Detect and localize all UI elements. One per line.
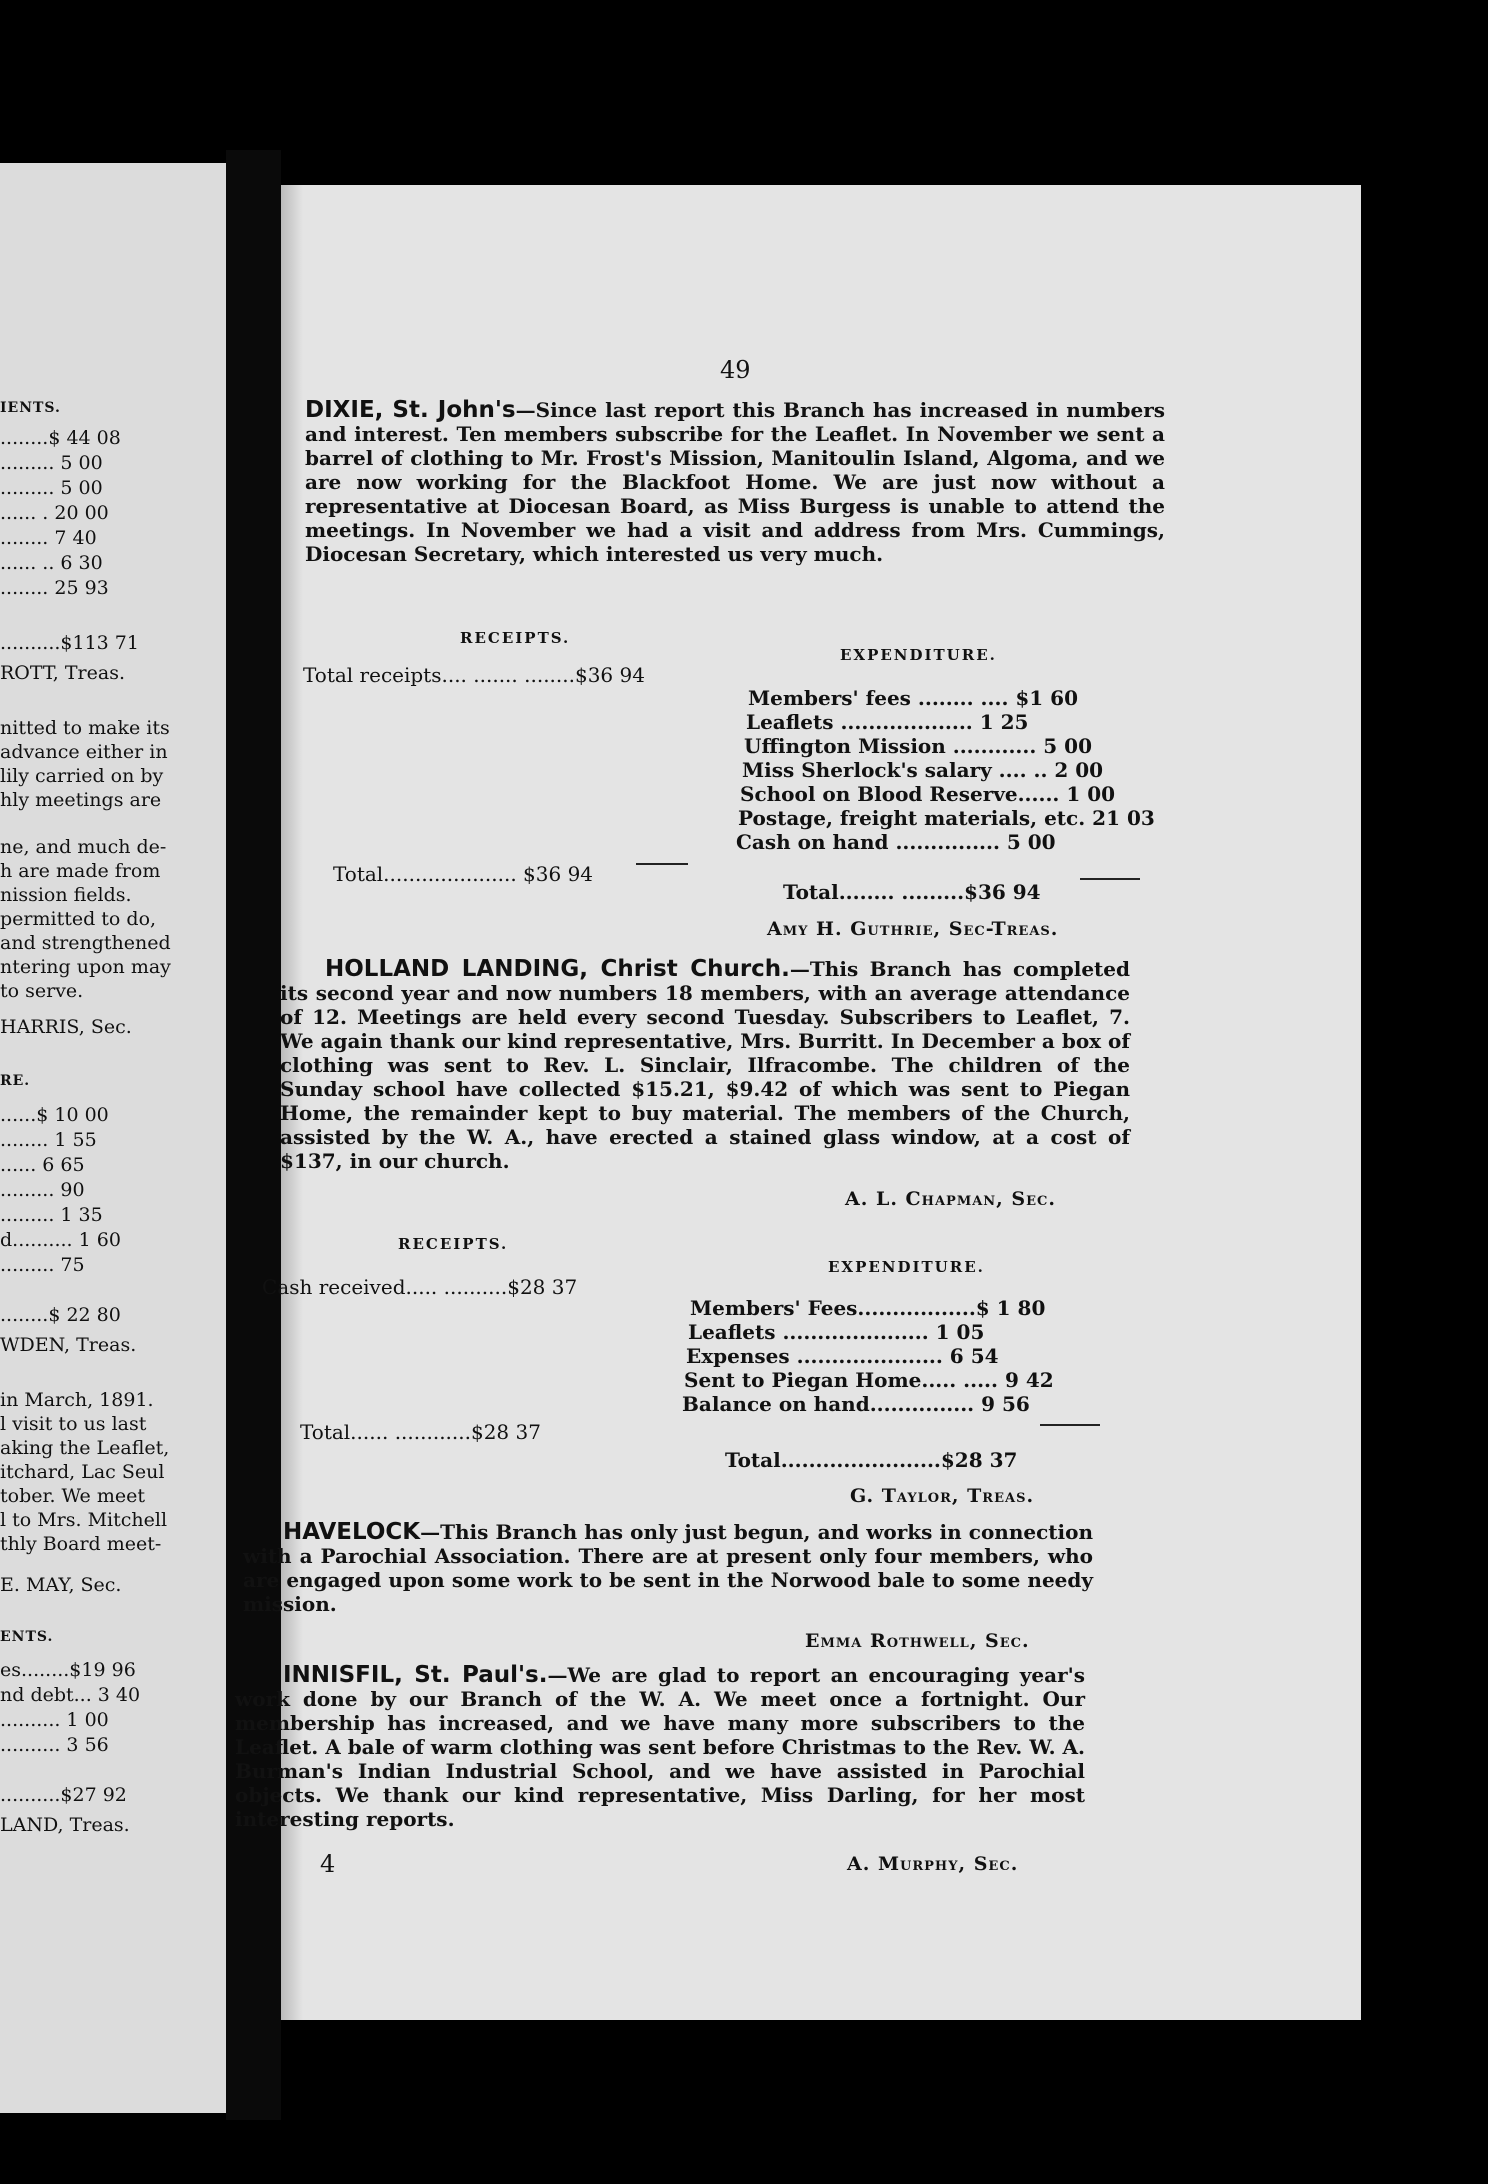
- dixie-exp-row: Miss Sherlock's salary .... .. 2 00: [742, 758, 1104, 782]
- havelock-signature: Emma Rothwell, Sec.: [805, 1630, 1030, 1652]
- left-line: ..........$27 92: [0, 1784, 127, 1806]
- left-line: ......$ 10 00: [0, 1104, 109, 1126]
- left-line: ........$ 22 80: [0, 1304, 121, 1326]
- dixie-exp-row: School on Blood Reserve...... 1 00: [740, 782, 1116, 806]
- dixie-exp-row: Leaflets ................... 1 25: [746, 710, 1029, 734]
- dixie-receipts-title: RECEIPTS.: [460, 629, 571, 647]
- havelock-text: —This Branch has only just begun, and works in connection with a Parochial Association. There are at present only four members, who are engaged upon some work to be sent in the Norwood bale to some needy mission.: [243, 1520, 1093, 1616]
- left-line: IENTS.: [0, 400, 61, 416]
- left-line: thly Board meet-: [0, 1533, 162, 1555]
- left-line: nitted to make its: [0, 717, 170, 739]
- dixie-heading: DIXIE, St. John's: [305, 397, 516, 423]
- havelock-paragraph: [243, 1520, 1093, 1616]
- left-line: ROTT, Treas.: [0, 662, 125, 684]
- left-line: ...... 6 65: [0, 1154, 85, 1176]
- holland-expenditure-title: EXPENDITURE.: [828, 1258, 985, 1276]
- left-line: l to Mrs. Mitchell: [0, 1509, 168, 1531]
- left-line: ...... .. 6 30: [0, 552, 103, 574]
- holland-receipts-title: RECEIPTS.: [398, 1235, 509, 1253]
- left-line: d.......... 1 60: [0, 1229, 121, 1251]
- left-line: advance either in: [0, 741, 168, 763]
- innisfil-signature: A. Murphy, Sec.: [847, 1853, 1019, 1875]
- left-line: ......... 90: [0, 1179, 85, 1201]
- left-line: ........$ 44 08: [0, 427, 121, 449]
- dixie-total-receipts: Total receipts.... ....... ........$36 94: [303, 663, 645, 687]
- left-line: lily carried on by: [0, 765, 164, 787]
- left-line: hly meetings are: [0, 789, 162, 811]
- left-line: ........ 7 40: [0, 527, 97, 549]
- holland-exp-row: Members' Fees.................$ 1 80: [690, 1296, 1046, 1320]
- holland-signature: A. L. Chapman, Sec.: [845, 1188, 1057, 1210]
- left-line: ......... 75: [0, 1254, 85, 1276]
- left-line: itchard, Lac Seul: [0, 1461, 165, 1483]
- left-line: nd debt... 3 40: [0, 1684, 141, 1706]
- left-line: h are made from: [0, 860, 161, 882]
- left-line: ENTS.: [0, 1629, 54, 1645]
- holland-heading: HOLLAND LANDING, Christ Church.: [325, 956, 790, 982]
- left-line: and strengthened: [0, 932, 171, 954]
- dixie-signature: Amy H. Guthrie, Sec-Treas.: [767, 918, 1059, 940]
- left-line: HARRIS, Sec.: [0, 1016, 132, 1038]
- left-line: .......... 3 56: [0, 1734, 109, 1756]
- left-line: ..........$113 71: [0, 632, 139, 654]
- left-line: LAND, Treas.: [0, 1814, 130, 1836]
- holland-exp-row: Leaflets ..................... 1 05: [688, 1320, 985, 1344]
- left-line: ......... 1 35: [0, 1204, 103, 1226]
- dixie-total-right: Total........ .........$36 94: [783, 880, 1041, 904]
- holland-exp-row: Expenses ..................... 6 54: [686, 1344, 999, 1368]
- innisfil-paragraph: [235, 1663, 1085, 1831]
- holland-treasurer-signature: G. Taylor, Treas.: [850, 1485, 1035, 1507]
- dixie-text: —Since last report this Branch has increased in numbers and interest. Ten members subscribe for the Leaflet. In November we sent a barrel of clothing to Mr. Frost's Mission, Manitoulin Island, Algoma, and we are now working for the Blackfoot Home. We are just now without a representative at Diocesan Board, as Miss Burgess is unable to attend the meetings. In November we had a visit and address from Mrs. Cummings, Diocesan Secretary, which interested us very much.: [305, 398, 1165, 566]
- left-line: ...... . 20 00: [0, 502, 109, 524]
- page-number: 49: [720, 356, 751, 384]
- holland-cash-received: Cash received..... ..........$28 37: [262, 1275, 578, 1299]
- holland-text: —This Branch has completed its second year and now numbers 18 members, with an average attendance of 12. Meetings are held every second Tuesday. Subscribers to Leaflet, 7. We again thank our kind representative, Mrs. Burritt. In December a box of clothing was sent to Rev. L. Sinclair, Ilfracombe. The children of the Sunday school have collected $15.21, $9.42 of which was sent to Piegan Home, the remainder kept to buy material. The members of the Church, assisted by the W. A., have erected a stained glass window, at a cost of $137, in our church.: [280, 957, 1130, 1173]
- left-line: aking the Leaflet,: [0, 1437, 170, 1459]
- left-line: tober. We meet: [0, 1485, 145, 1507]
- dixie-exp-row: Postage, freight materials, etc. 21 03: [738, 806, 1155, 830]
- left-line: ne, and much de-: [0, 836, 167, 858]
- dixie-exp-row: Cash on hand ............... 5 00: [736, 830, 1056, 854]
- holland-total-right: Total.......................$28 37: [725, 1448, 1018, 1472]
- holland-right-rule: [1040, 1424, 1100, 1426]
- left-line: E. MAY, Sec.: [0, 1574, 122, 1596]
- holland-paragraph: [280, 957, 1130, 1173]
- left-line: .......... 1 00: [0, 1709, 109, 1731]
- left-line: in March, 1891.: [0, 1389, 154, 1411]
- left-page-fragment: [0, 163, 226, 2113]
- holland-exp-row: Sent to Piegan Home..... ..... 9 42: [684, 1368, 1054, 1392]
- innisfil-text: —We are glad to report an encouraging year's work done by our Branch of the W. A. We meet once a fortnight. Our membership has increased, and we have many more subscribers to the Leaflet. A bale of warm clothing was sent before Christmas to the Rev. W. A. Burman's Indian Industrial School, and we have assisted in Parochial objects. We thank our kind representative, Miss Darling, for her most interesting reports.: [235, 1663, 1085, 1831]
- innisfil-heading: INNISFIL, St. Paul's.: [283, 1662, 548, 1688]
- left-line: ntering upon may: [0, 956, 171, 978]
- left-line: RE.: [0, 1073, 31, 1089]
- left-line: ........ 25 93: [0, 577, 109, 599]
- dixie-expenditure-title: EXPENDITURE.: [840, 646, 997, 664]
- dixie-exp-row: Uffington Mission ............ 5 00: [744, 734, 1092, 758]
- left-line: nission fields.: [0, 884, 132, 906]
- left-line: ......... 5 00: [0, 477, 103, 499]
- left-line: WDEN, Treas.: [0, 1334, 137, 1356]
- dixie-right-rule: [1080, 878, 1140, 880]
- left-line: ........ 1 55: [0, 1129, 97, 1151]
- footer-signature-mark: 4: [320, 1850, 336, 1878]
- dixie-left-rule: [636, 863, 688, 865]
- holland-exp-row: Balance on hand............... 9 56: [682, 1392, 1030, 1416]
- dixie-paragraph: [305, 398, 1165, 566]
- left-line: l visit to us last: [0, 1413, 147, 1435]
- dixie-exp-row: Members' fees ........ .... $1 60: [748, 686, 1078, 710]
- havelock-heading: HAVELOCK: [283, 1519, 421, 1545]
- holland-total-left: Total...... ............$28 37: [300, 1420, 541, 1444]
- left-line: ......... 5 00: [0, 452, 103, 474]
- dixie-total-left: Total..................... $36 94: [333, 862, 594, 886]
- left-line: to serve.: [0, 980, 84, 1002]
- left-line: es........$19 96: [0, 1659, 136, 1681]
- left-line: permitted to do,: [0, 908, 157, 930]
